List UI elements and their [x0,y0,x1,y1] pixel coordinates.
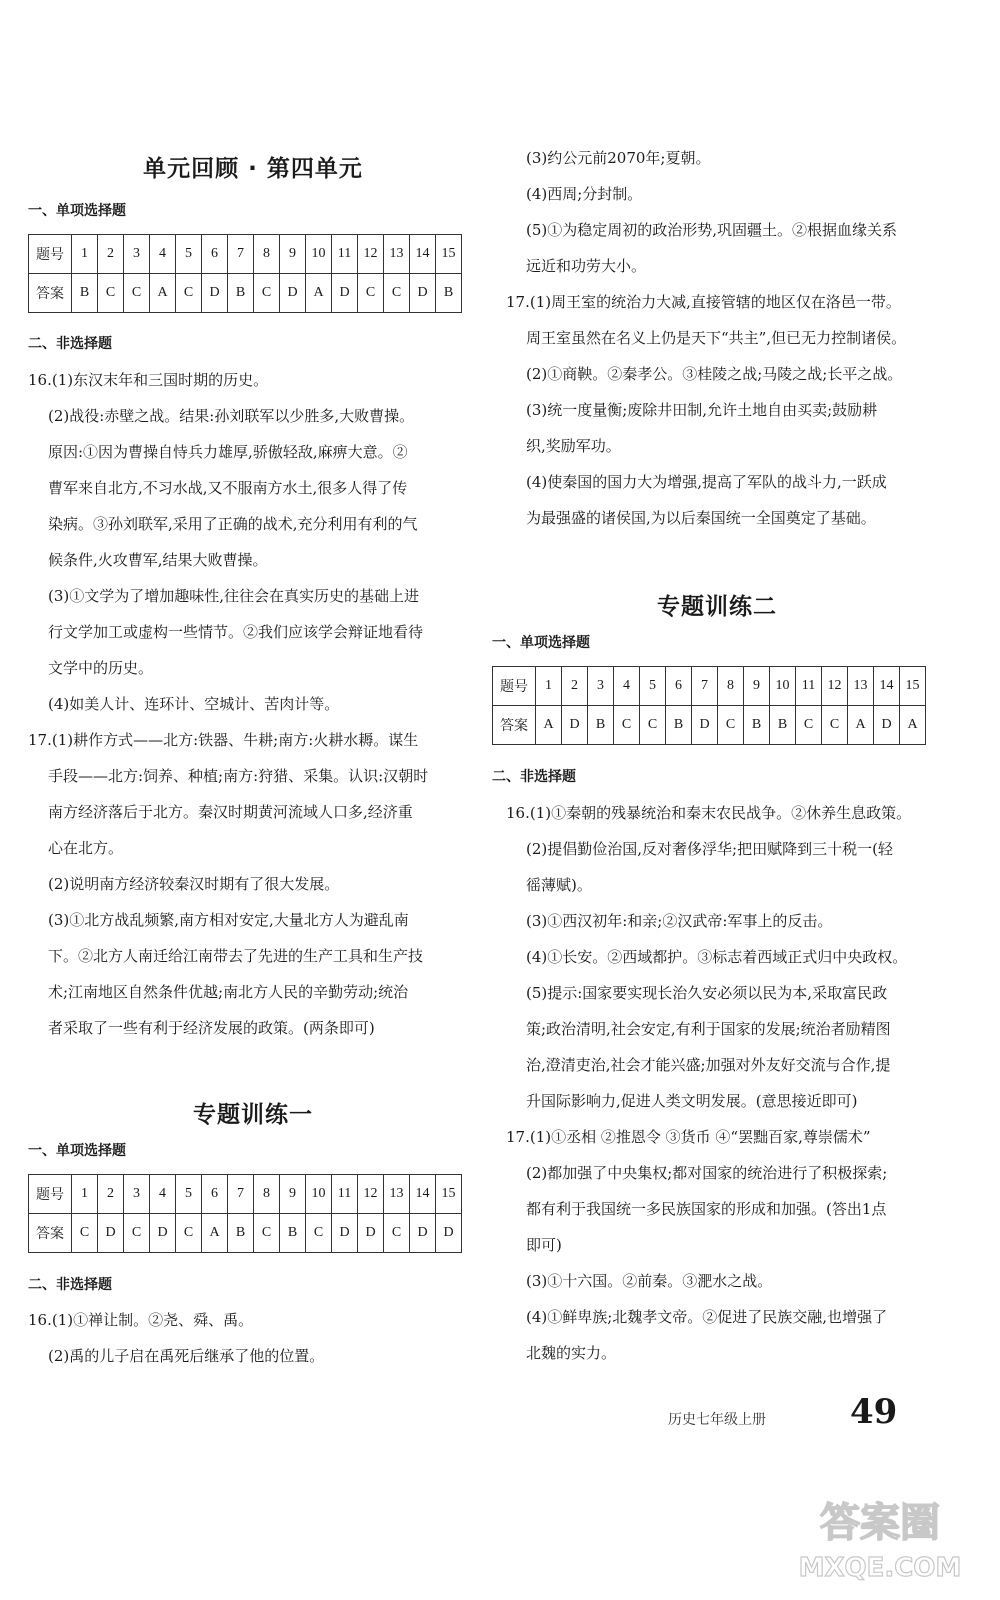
text-line: 原因:①因为曹操自恃兵力雄厚,骄傲轻敌,麻痹大意。② [48,443,408,461]
answer-cell: D [562,706,588,745]
answer-cell: D [150,1214,176,1253]
text-line: (3)①十六国。②前秦。③淝水之战。 [526,1272,773,1290]
text-line: 曹军来自北方,不习水战,又不服南方水土,很多人得了传 [48,479,408,497]
question-number-cell: 3 [124,235,150,274]
question-number-cell: 9 [744,667,770,706]
text-line: 心在北方。 [48,839,124,857]
watermark-top-text: 答案圈 [820,1500,940,1546]
answer-cell: D [280,274,306,313]
text-line: 候条件,火攻曹军,结果大败曹操。 [48,551,268,569]
watermark-bottom-text: MXQE.COM [798,1553,962,1583]
answer-cell: B [228,274,254,313]
question-number-cell: 10 [770,667,796,706]
answer-cell: B [72,274,98,313]
question-number-cell: 1 [72,235,98,274]
question-number-cell: 2 [98,1175,124,1214]
question-number-cell: 10 [306,235,332,274]
text-line: 手段——北方:饲养、种植;南方:狩猎、采集。认识:汉朝时 [48,767,429,785]
answer-cell: D [332,1214,358,1253]
answer-cell: C [640,706,666,745]
answer-cell: B [666,706,692,745]
question-number-cell: 4 [150,1175,176,1214]
text-line: (2)提倡勤俭治国,反对奢侈浮华;把田赋降到三十税一(轻 [526,840,893,858]
text-line: (3)约公元前2070年;夏朝。 [526,149,711,167]
answer-row [493,706,926,745]
text-line: (3)统一度量衡;废除井田制,允许土地自由买卖;鼓励耕 [526,401,878,419]
question-number-cell: 15 [436,1175,462,1214]
question-number-cell: 3 [124,1175,150,1214]
text-line: 远近和功劳大小。 [526,257,647,275]
page-number: 49 [850,1392,898,1432]
question-number-cell: 11 [332,1175,358,1214]
question-label: 题号 [493,667,536,706]
answer-cell: B [280,1214,306,1253]
answer-cell: D [332,274,358,313]
question-number-cell: 9 [280,235,306,274]
answer-cell: C [822,706,848,745]
question-number-row [29,1175,462,1214]
text-line: 16.(1)东汉末年和三国时期的历史。 [28,371,269,389]
text-line: 染病。③孙刘联军,采用了正确的战术,充分利用有利的气 [48,515,418,533]
answer-cell: C [254,1214,280,1253]
text-line: 17.(1)耕作方式——北方:铁器、牛耕;南方:火耕水耨。谋生 [28,731,419,749]
answer-cell: C [384,1214,410,1253]
answer-cell: C [72,1214,98,1253]
text-line: (2)说明南方经济较秦汉时期有了很大发展。 [48,875,340,893]
answer-cell: C [176,1214,202,1253]
text-line: 治,澄清吏治,社会才能兴盛;加强对外友好交流与合作,提 [526,1056,891,1074]
answer-cell: C [384,274,410,313]
question-number-cell: 13 [848,667,874,706]
training2-part2-heading: 二、非选择题 [492,769,576,785]
text-line: 16.(1)①禅让制。②尧、舜、禹。 [28,1311,254,1329]
question-number-cell: 14 [410,235,436,274]
answer-cell: C [306,1214,332,1253]
answer-cell: C [796,706,822,745]
text-line: (4)如美人计、连环计、空城计、苦肉计等。 [48,695,340,713]
question-number-cell: 15 [900,667,926,706]
answer-cell: C [124,1214,150,1253]
answer-row [29,274,462,313]
unit4-answer-table [28,234,462,313]
question-number-cell: 12 [358,1175,384,1214]
text-line: (3)①西汉初年:和亲;②汉武帝:军事上的反击。 [526,912,833,930]
training1-answers-text [28,1302,478,1374]
unit4-part2-heading: 二、非选择题 [28,336,112,352]
text-line: 即可) [526,1236,562,1254]
watermark-logo [790,1488,970,1588]
text-line: 北魏的实力。 [526,1344,617,1362]
text-line: 都有利于我国统一多民族国家的形成和加强。(答出1点 [526,1200,887,1218]
text-line: (2)①商鞅。②秦孝公。③桂陵之战;马陵之战;长平之战。 [526,365,903,383]
question-number-cell: 5 [176,235,202,274]
training2-table-wrap [492,666,926,745]
training2-title: 专题训练二 [657,594,777,620]
question-number-cell: 2 [562,667,588,706]
question-number-cell: 4 [150,235,176,274]
answer-cell: A [900,706,926,745]
answer-cell: D [874,706,900,745]
text-line: (5)提示:国家要实现长治久安必须以民为本,采取富民政 [526,984,888,1002]
text-line: 17.(1)①丞相 ②推恩令 ③货币 ④“罢黜百家,尊崇儒术” [506,1128,871,1146]
answer-cell: C [124,274,150,313]
text-line: (5)①为稳定周初的政治形势,巩固疆土。②根据血缘关系 [526,221,898,239]
answer-cell: A [150,274,176,313]
question-number-cell: 6 [202,1175,228,1214]
question-number-cell: 13 [384,1175,410,1214]
text-line: (2)禹的儿子启在禹死后继承了他的位置。 [48,1347,325,1365]
question-number-cell: 6 [666,667,692,706]
text-line: (2)都加强了中央集权;都对国家的统治进行了积极探索; [526,1164,888,1182]
answer-cell: D [410,1214,436,1253]
answer-cell: D [98,1214,124,1253]
question-label: 题号 [29,1175,72,1214]
text-line: 下。②北方人南迁给江南带去了先进的生产工具和生产技 [48,947,424,965]
question-number-cell: 10 [306,1175,332,1214]
answer-cell: C [718,706,744,745]
answer-cell: B [436,274,462,313]
answer-cell: B [228,1214,254,1253]
text-line: 升国际影响力,促进人类文明发展。(意思接近即可) [526,1092,858,1110]
question-number-cell: 8 [718,667,744,706]
text-line: 者采取了一些有利于经济发展的政策。(两条即可) [48,1019,375,1037]
question-number-cell: 7 [692,667,718,706]
question-number-cell: 12 [358,235,384,274]
training2-answers-text [506,795,956,1371]
answer-label: 答案 [29,1214,72,1253]
question-number-cell: 5 [176,1175,202,1214]
training1-answer-table [28,1174,462,1253]
text-line: (3)①文学为了增加趣味性,往往会在真实历史的基础上进 [48,587,420,605]
question-number-cell: 2 [98,235,124,274]
answer-cell: D [436,1214,462,1253]
question-number-cell: 8 [254,1175,280,1214]
question-number-cell: 11 [332,235,358,274]
text-line: 文学中的历史。 [48,659,154,677]
answer-cell: A [536,706,562,745]
training2-part1-heading: 一、单项选择题 [492,635,590,651]
answer-cell: D [358,1214,384,1253]
answer-cell: C [358,274,384,313]
question-number-cell: 6 [202,235,228,274]
answer-row [29,1214,462,1253]
subject-footer: 历史七年级上册 [668,1412,766,1428]
question-number-cell: 14 [410,1175,436,1214]
answer-cell: B [770,706,796,745]
question-number-cell: 7 [228,235,254,274]
text-line: (4)①长安。②西域都护。③标志着西域正式归中央政权。 [526,948,908,966]
text-line: 徭薄赋)。 [526,876,592,894]
training1-part1-heading: 一、单项选择题 [28,1143,126,1159]
unit4-answers-text [28,362,478,1046]
text-line: (3)①北方战乱频繁,南方相对安定,大量北方人为避乱南 [48,911,409,929]
text-line: (4)使秦国的国力大为增强,提高了军队的战斗力,一跃成 [526,473,887,491]
question-number-cell: 13 [384,235,410,274]
text-line: 南方经济落后于北方。秦汉时期黄河流域人口多,经济重 [48,803,413,821]
text-line: (4)①鲜卑族;北魏孝文帝。②促进了民族交融,也增强了 [526,1308,888,1326]
text-line: 周王室虽然在名义上仍是天下“共主”,但已无力控制诸侯。 [526,329,907,347]
question-number-cell: 7 [228,1175,254,1214]
answer-cell: C [176,274,202,313]
text-line: 17.(1)周王室的统治力大减,直接管辖的地区仅在洛邑一带。 [506,293,901,311]
question-number-cell: 4 [614,667,640,706]
answer-cell: C [98,274,124,313]
text-line: 策;政治清明,社会安定,有利于国家的发展;统治者励精图 [526,1020,891,1038]
answer-label: 答案 [493,706,536,745]
question-number-cell: 11 [796,667,822,706]
question-number-cell: 3 [588,667,614,706]
answer-cell: C [254,274,280,313]
question-label: 题号 [29,235,72,274]
answer-cell: C [614,706,640,745]
answer-cell: A [306,274,332,313]
answer-cell: B [744,706,770,745]
answer-cell: D [692,706,718,745]
training1-title: 专题训练一 [193,1102,313,1128]
continued-answers-text [506,140,956,536]
question-number-cell: 1 [72,1175,98,1214]
question-number-cell: 5 [640,667,666,706]
answer-cell: D [202,274,228,313]
question-number-cell: 14 [874,667,900,706]
text-line: 为最强盛的诸侯国,为以后秦国统一全国奠定了基础。 [526,509,876,527]
answer-cell: D [410,274,436,313]
text-line: 16.(1)①秦朝的残暴统治和秦末农民战争。②休养生息政策。 [506,804,912,822]
training1-part2-heading: 二、非选择题 [28,1277,112,1293]
training1-table-wrap [28,1174,462,1253]
question-number-row [29,235,462,274]
unit4-part1-heading: 一、单项选择题 [28,203,126,219]
question-number-cell: 9 [280,1175,306,1214]
text-line: 行文学加工或虚构一些情节。②我们应该学会辩证地看待 [48,623,424,641]
text-line: (2)战役:赤壁之战。结果:孙刘联军以少胜多,大败曹操。 [48,407,415,425]
question-number-cell: 12 [822,667,848,706]
unit4-title: 单元回顾 · 第四单元 [143,156,363,182]
question-number-cell: 8 [254,235,280,274]
question-number-cell: 15 [436,235,462,274]
answer-cell: B [588,706,614,745]
answer-cell: A [202,1214,228,1253]
training2-answer-table [492,666,926,745]
text-line: (4)西周;分封制。 [526,185,643,203]
question-number-cell: 1 [536,667,562,706]
text-line: 织,奖励军功。 [526,437,621,455]
text-line: 术;江南地区自然条件优越;南北方人民的辛勤劳动;统治 [48,983,409,1001]
answer-label: 答案 [29,274,72,313]
question-number-row [493,667,926,706]
answer-cell: A [848,706,874,745]
